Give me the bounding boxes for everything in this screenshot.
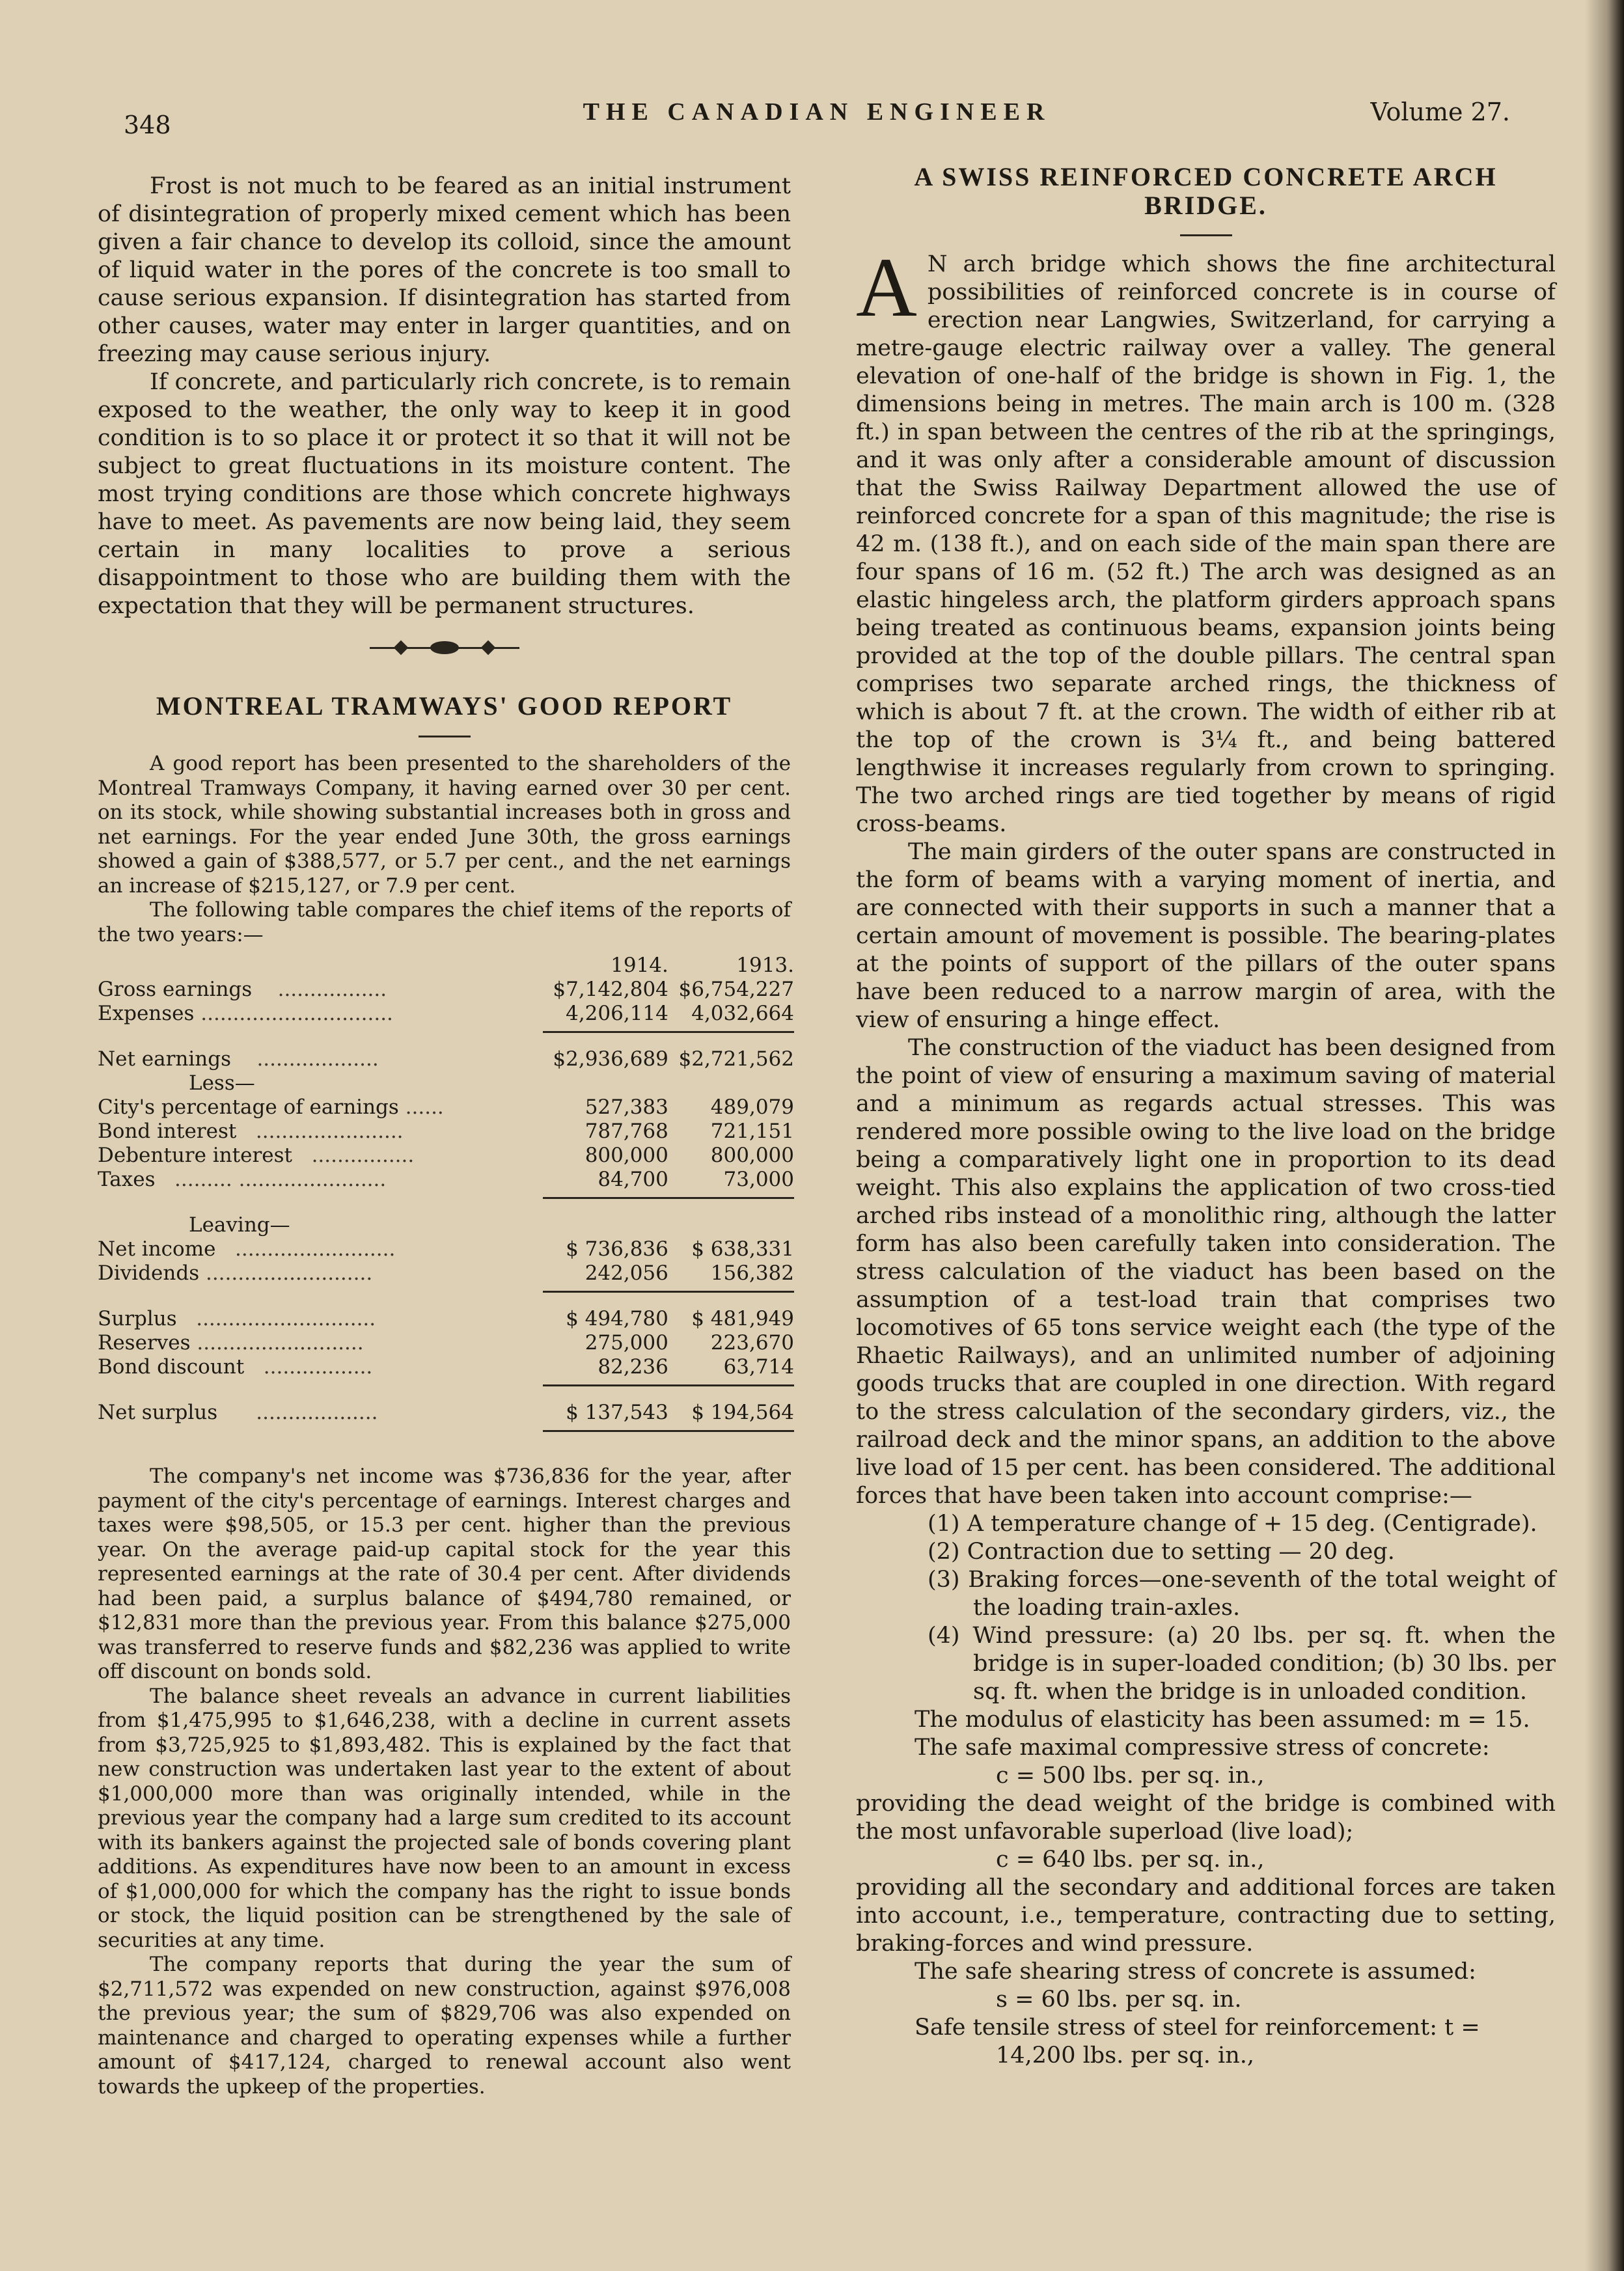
row-label: Bond interest	[98, 1120, 237, 1143]
table-row: Reserves .......................... 275,000 223,670	[98, 1331, 794, 1355]
row-label: Bond discount	[98, 1355, 245, 1379]
tensile-stress-line: Safe tensile stress of steel for reinforcement: t =	[915, 2015, 1480, 2041]
row-label: Debenture interest	[98, 1144, 293, 1167]
column-header: 1913.	[736, 954, 794, 977]
table-row: Bond discount ................. 82,236 63,714	[98, 1355, 794, 1379]
column-header: 1914.	[611, 954, 668, 977]
table-row: Net income ......................... $ 736,836 $ 638,331	[98, 1237, 794, 1261]
value-1913: 489,079	[710, 1095, 794, 1119]
row-label: Net earnings	[98, 1047, 232, 1071]
value-1913: 223,670	[710, 1331, 794, 1355]
value-1913: $ 481,949	[691, 1307, 794, 1330]
swiss-paragraph: The construction of the viaduct has been designed from the point of view of ensuring a maximum saving of material and a minimum as regards actual stresses. This was rendered more possible owing to the live load on the bridge being a comparatively light one in proportion to its dead weight. This also explains the application of two cross-tied arched ribs instead of a monolithic ring, although the latter form has also been carefully taken into consideration. The stress calculation of the viaduct has been based on the assumption of a test-load train that comprises two locomotives of 65 tons service weight each (the type of the Rhaetic Railways), and an unlimited number of adjoining goods trucks that are coupled in one direction. With regard to the stress calculation of the secondary girders, viz., the railroad deck and the minor spans, an addition to the above live load of 15 per cent. has been considered. The additional forces that have been taken into account comprise:—	[856, 1035, 1556, 1509]
row-label: Dividends	[98, 1261, 200, 1285]
left-column	[98, 172, 794, 2099]
page-number: 348	[124, 111, 171, 139]
value-1914: $2,936,689	[553, 1047, 668, 1071]
value-1914: 4,206,114	[566, 1002, 668, 1025]
heading-rule	[419, 736, 471, 737]
value-1914: 242,056	[585, 1261, 668, 1285]
value-1913: $2,721,562	[678, 1047, 794, 1071]
volume-label: Volume 27.	[1370, 98, 1510, 126]
montreal-heading: MONTREAL TRAMWAYS' GOOD REPORT	[156, 691, 733, 721]
forces-list-item: (3) Braking forces—one-seventh of the total weight of the loading train-axles.	[928, 1567, 1556, 1621]
value-1914: 82,236	[598, 1355, 668, 1379]
providing-paragraph: providing all the secondary and additional forces are taken into account, i.e., temperature, contracting due to setting, braking-forces and wind pressure.	[856, 1875, 1556, 1957]
value-1913: $6,754,227	[678, 978, 794, 1001]
montreal-intro: The following table compares the chief items of the reports of the two years:—	[98, 898, 791, 946]
table-header-row	[98, 954, 794, 978]
value-1913: $ 194,564	[691, 1401, 794, 1424]
formula-c-640: c = 640 lbs. per sq. in.,	[996, 1847, 1265, 1873]
table-row: Debenture interest ................ 800,000 800,000	[98, 1144, 794, 1167]
forces-list-item: (1) A temperature change of + 15 deg. (Centigrade).	[928, 1511, 1537, 1537]
row-label: City's percentage of earnings	[98, 1095, 399, 1119]
compressive-stress-line: The safe maximal compressive stress of concrete:	[915, 1735, 1490, 1761]
row-label: Surplus	[98, 1307, 177, 1330]
value-1913: 4,032,664	[691, 1002, 794, 1025]
section-ornament	[370, 642, 519, 653]
table-row: Bond interest ....................... 787,768 721,151	[98, 1120, 794, 1143]
formula-c-500: c = 500 lbs. per sq. in.,	[996, 1763, 1265, 1789]
frost-paragraph: Frost is not much to be feared as an initial instrument of disintegration of properly mixed cement which has been given a fair chance to develop its colloid, since the amount of liquid water in the pores of the concrete is too small to cause serious expansion. If disintegration has started from other causes, water may enter in larger quantities, and on freezing may cause serious injury.	[98, 173, 791, 367]
providing-paragraph: providing the dead weight of the bridge is combined with the most unfavorable superload (live load);	[856, 1791, 1556, 1845]
journal-title: THE CANADIAN ENGINEER	[583, 98, 1051, 126]
formula-s: s = 60 lbs. per sq. in.	[996, 1987, 1242, 2013]
value-1914: $ 494,780	[566, 1307, 668, 1330]
value-1913: $ 638,331	[691, 1237, 794, 1261]
table-row: Net earnings ................... $2,936,689 $2,721,562	[98, 1047, 794, 1071]
row-label: Expenses	[98, 1002, 195, 1025]
table-row: Dividends .......................... 242,056 156,382	[98, 1261, 794, 1285]
row-label: Reserves	[98, 1331, 191, 1355]
right-column	[856, 163, 1556, 2070]
drop-cap: A	[856, 241, 917, 335]
heading-rule	[1180, 234, 1232, 236]
formula-t: 14,200 lbs. per sq. in.,	[996, 2043, 1254, 2069]
value-1913: 721,151	[710, 1120, 794, 1143]
row-subheading: Less—	[189, 1071, 255, 1095]
table-row: Gross earnings ................. $7,142,804 $6,754,227	[98, 978, 794, 1001]
value-1914: $7,142,804	[553, 978, 668, 1001]
frost-paragraph: If concrete, and particularly rich concrete, is to remain exposed to the weather, the only way to keep it in good condition is to so place it or protect it so that it will not be subject to great fluctuations in its moisture content. The most trying conditions are those which concrete highways have to meet. As pavements are now being laid, they seem certain in many localities to prove a serious disappointment to those who are building them with the expectation that they will be permanent structures.	[98, 369, 791, 619]
row-label: Net income	[98, 1237, 216, 1261]
montreal-body-paragraph: The balance sheet reveals an advance in current liabilities from $1,475,995 to $1,646,238, with a decline in current assets from $3,725,925 to $1,893,482. This is explained by the fact that new construction was undertaken last year to the extent of about $1,000,000 more than was originally intended, while in the previous year the company had a large sum credited to its account with its bankers against the projected sale of bonds covering plant additions. As expenditures have now been to an amount in excess of $1,000,000 for which the company has the right to issue bonds or stock, the liquid position can be strengthened by the sale of securities at any time.	[98, 1684, 791, 1952]
value-1913: 156,382	[710, 1261, 794, 1285]
table-row	[98, 1213, 794, 1237]
row-label: Net surplus	[98, 1401, 218, 1424]
table-row	[98, 1071, 794, 1095]
earnings-table	[98, 954, 794, 1432]
row-label: Gross earnings	[98, 978, 253, 1001]
row-subheading: Leaving—	[189, 1213, 290, 1237]
value-1914: 800,000	[585, 1144, 668, 1167]
shearing-stress-line: The safe shearing stress of concrete is assumed:	[915, 1959, 1476, 1985]
montreal-body-paragraph: The company reports that during the year the sum of $2,711,572 was expended on new construction, against $976,008 the previous year; the sum of $829,706 was also expended on maintenance and charged to operating expenses while a further amount of $417,124, charged to renewal account also went towards the upkeep of the properties.	[98, 1953, 791, 2099]
page-edge-shadow	[1585, 0, 1624, 2271]
table-row: Taxes ......... ....................... 84,700 73,000	[98, 1168, 794, 1191]
value-1914: 527,383	[585, 1095, 668, 1119]
value-1914: 84,700	[598, 1168, 668, 1191]
row-label: Taxes	[98, 1168, 156, 1191]
page-header	[124, 98, 1510, 137]
montreal-body-paragraph: The company's net income was $736,836 for the year, after payment of the city's percentage of earnings. Interest charges and taxes were $98,505, or 15.3 per cent. higher than the previous year. On the average paid-up capital stock for the year this represented earnings at the rate of 30.4 per cent. After dividends had been paid, a surplus balance of $494,780 remained, or $12,831 more than the previous year. From this balance $275,000 was transferred to reserve funds and $82,236 was applied to write off discount on bonds sold.	[98, 1465, 791, 1683]
swiss-bridge-heading: A SWISS REINFORCED CONCRETE ARCH BRIDGE.	[914, 162, 1498, 220]
montreal-intro: A good report has been presented to the shareholders of the Montreal Tramways Company, it having earned over 30 per cent. on its stock, while showing substantial increases both in gross and net earnings. For the year ended June 30th, the gross earnings showed a gain of $388,577, or 5.7 per cent., and the net earnings an increase of $215,127, or 7.9 per cent.	[98, 752, 791, 898]
value-1913: 800,000	[710, 1144, 794, 1167]
forces-list-item: (2) Contraction due to setting — 20 deg.	[928, 1539, 1395, 1565]
table-row: City's percentage of earnings ...... 527,383 489,079	[98, 1095, 794, 1119]
swiss-paragraph: The main girders of the outer spans are constructed in the form of beams with a varying moment of inertia, and are connected with their supports in such a manner that a certain amount of movement is possible. The bearing-plates at the points of support of the pillars of the outer spans have been reduced to a narrow margin of area, with the view of ensuring a hinge effect.	[856, 839, 1556, 1033]
value-1914: $ 736,836	[566, 1237, 668, 1261]
modulus-line: The modulus of elasticity has been assumed: m = 15.	[915, 1707, 1530, 1733]
value-1914: 275,000	[585, 1331, 668, 1355]
value-1914: 787,768	[585, 1120, 668, 1143]
table-row: Net surplus ................... $ 137,543 $ 194,564	[98, 1401, 794, 1424]
swiss-intro-paragraph: A N arch bridge which shows the fine architectural possibilities of reinforced concrete is in course of erection near Langwies, Switzerland, for carrying a metre-gauge electric railway over a valley. The general elevation of one-half of the bridge is shown in Fig. 1, the dimensions being in metres. The main arch is 100 m. (328 ft.) in span between the centres of the rib at the springings, and it was only after a considerable amount of discussion that the Swiss Railway Department allowed the use of reinforced concrete for a span of this magnitude; the rise is 42 m. (138 ft.), and on each side of the main span there are four spans of 16 m. (52 ft.) The arch was designed as an elastic hingeless arch, the platform girders approach spans being treated as continuous beams, expansion joints being provided at the top of the double pillars. The central span comprises two separate arched rings, the thickness of which is about 7 ft. at the crown. The width of either rib at the top of the crown is 3¼ ft., and being battered lengthwise it increases regularly from crown to springing. The two arched rings are tied together by means of rigid cross-beams.	[856, 241, 1556, 837]
table-row: Surplus ............................ $ 494,780 $ 481,949	[98, 1307, 794, 1330]
value-1913: 73,000	[723, 1168, 794, 1191]
value-1914: $ 137,543	[566, 1401, 668, 1424]
value-1913: 63,714	[723, 1355, 794, 1379]
table-row: Expenses .............................. 4,206,114 4,032,664	[98, 1002, 794, 1025]
forces-list-item: (4) Wind pressure: (a) 20 lbs. per sq. ft. when the bridge is in super-loaded condition; (b) 30 lbs. per sq. ft. when the bridge is in unloaded condition.	[928, 1623, 1556, 1705]
